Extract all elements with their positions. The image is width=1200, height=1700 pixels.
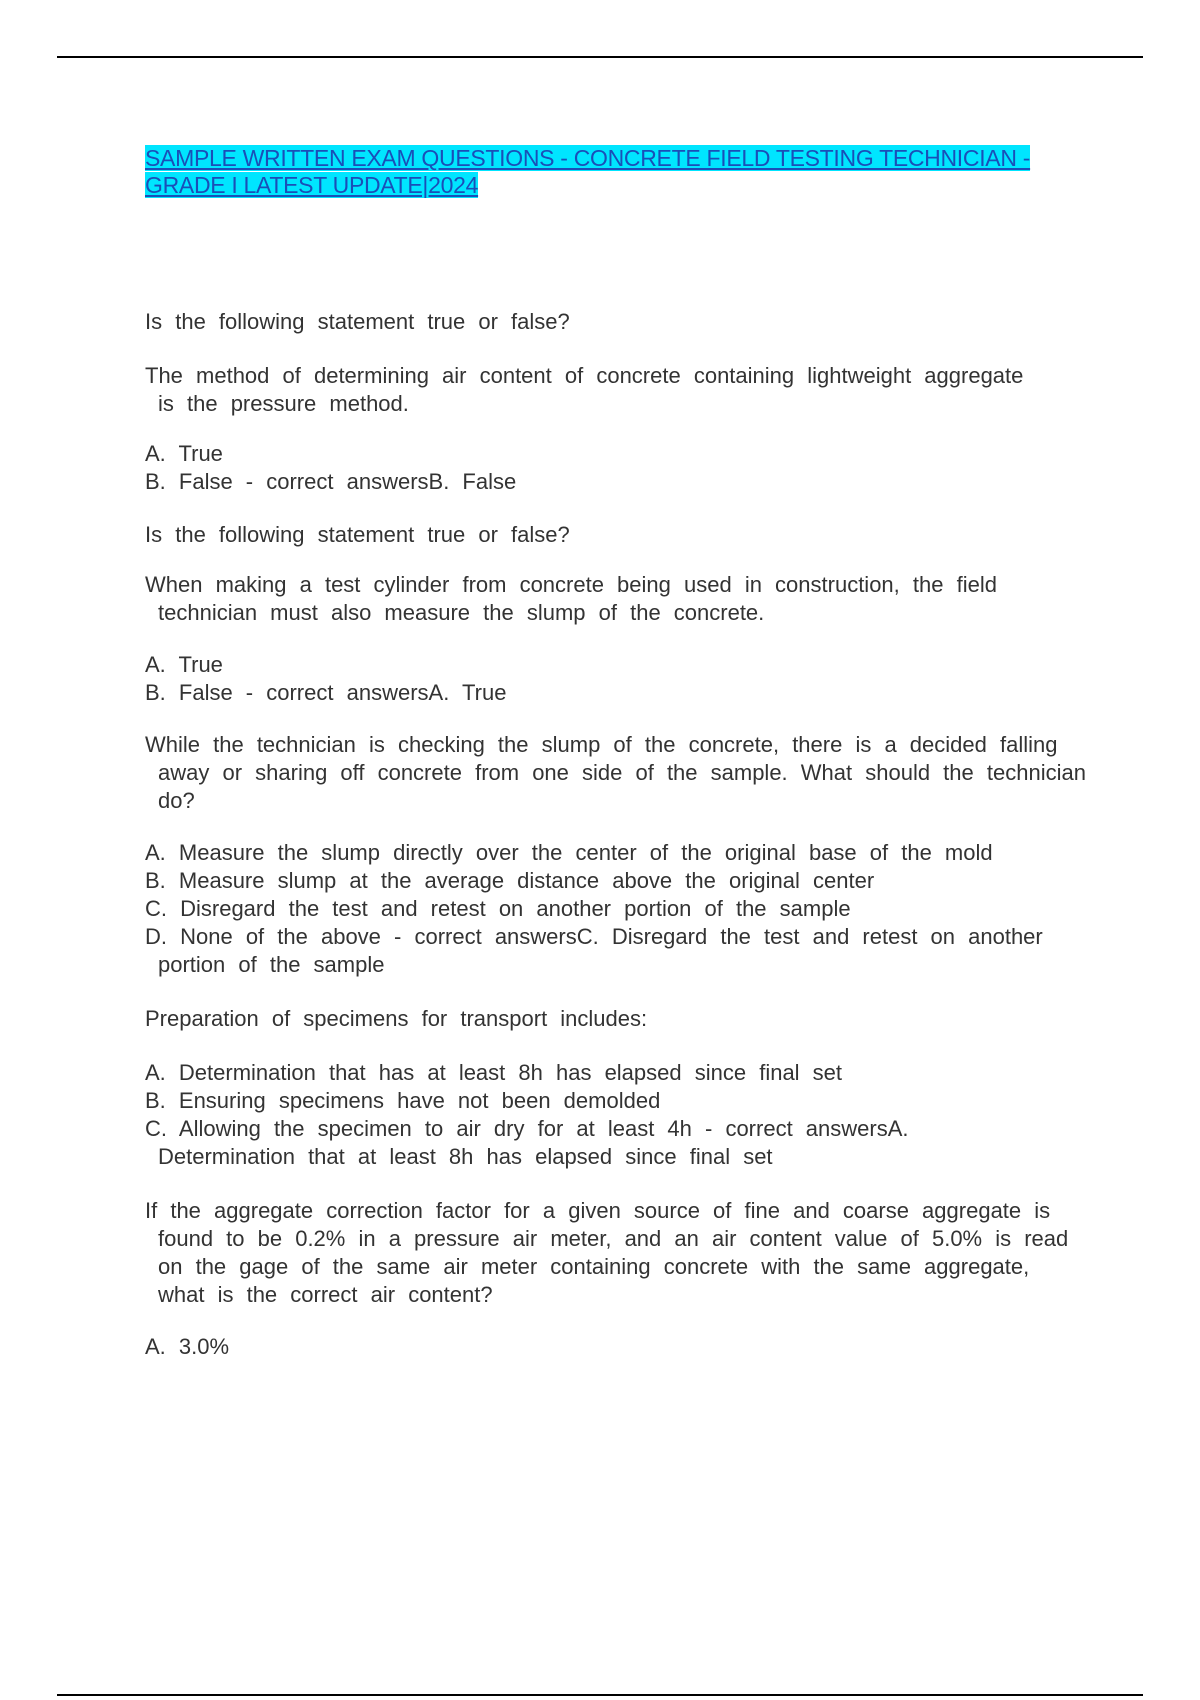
bottom-rule [57, 1694, 1143, 1696]
q4-option-c: C. Allowing the specimen to air dry for at least 4h - correct answersA. Determination that at least 8h has elapsed since final set [145, 1116, 909, 1169]
q3-options [145, 839, 1075, 979]
q3-option-c: C. Disregard the test and retest on another portion of the sample [145, 896, 851, 921]
q5-option-a: A. 3.0% [145, 1334, 230, 1359]
q4-option-a: A. Determination that has at least 8h has elapsed since final set [145, 1060, 843, 1085]
q3-option-d: D. None of the above - correct answersC. Disregard the test and retest on another portion of the sample [145, 924, 1043, 977]
q1-option-a: A. True [145, 441, 223, 466]
q1-statement: The method of determining air content of concrete containing lightweight aggregate is the pressure method. [145, 363, 1024, 416]
document-body [145, 145, 1090, 1361]
q5-options [145, 1333, 1090, 1361]
q5-question: If the aggregate correction factor for a given source of fine and coarse aggregate is found to be 0.2% in a pressure air meter, and an air content value of 5.0% is read on the gage of the same air meter containing concrete with the same aggregate, what is the correct air content? [145, 1198, 1069, 1307]
q2-options [145, 651, 1090, 707]
q2-option-b: B. False - correct answersA. True [145, 680, 507, 705]
q2-statement: When making a test cylinder from concrete being used in construction, the field technician must also measure the slump of the concrete. [145, 572, 997, 625]
questions-section [145, 308, 1090, 1361]
q3-option-a: A. Measure the slump directly over the center of the original base of the mold [145, 840, 993, 865]
top-rule [57, 56, 1143, 58]
q1-option-b: B. False - correct answersB. False [145, 469, 517, 494]
q3-option-b: B. Measure slump at the average distance above the original center [145, 868, 875, 893]
q1-options [145, 440, 1090, 496]
q3-question: While the technician is checking the slump of the concrete, there is a decided falling away or sharing off concrete from one side of the sample. What should the technician do? [145, 732, 1086, 813]
q4-question: Preparation of specimens for transport includes: [145, 1006, 648, 1031]
q4-option-b: B. Ensuring specimens have not been demolded [145, 1088, 661, 1113]
q4-options [145, 1059, 1035, 1171]
q2-option-a: A. True [145, 652, 223, 677]
document-title: SAMPLE WRITTEN EXAM QUESTIONS - CONCRETE FIELD TESTING TECHNICIAN - GRADE I LATEST UPDATE|2024 [145, 145, 1031, 198]
q2-lead: Is the following statement true or false? [145, 522, 570, 547]
q1-lead: Is the following statement true or false? [145, 309, 570, 334]
